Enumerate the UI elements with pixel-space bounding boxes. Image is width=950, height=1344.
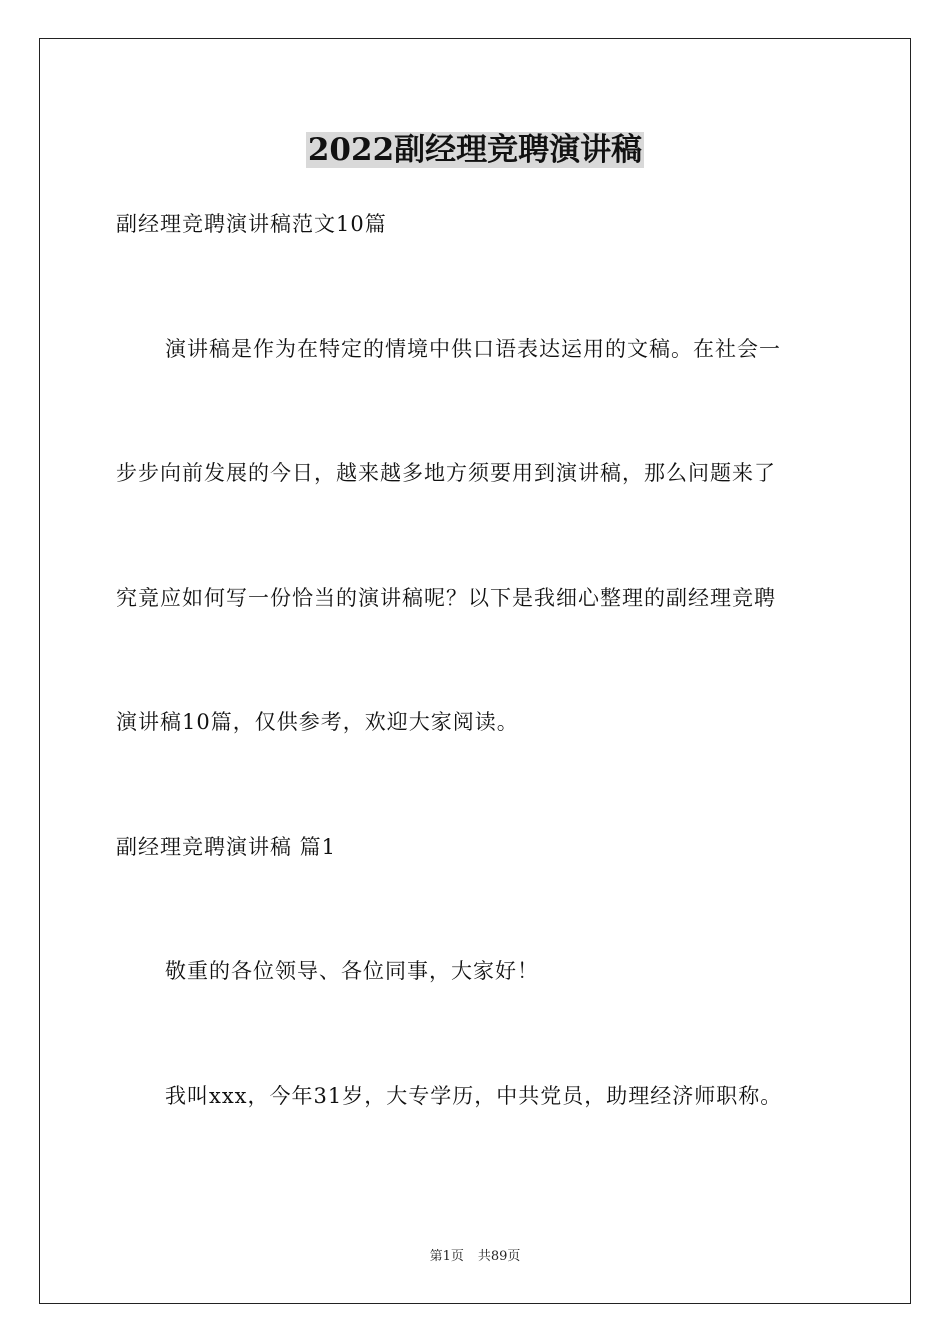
document-subtitle: 副经理竞聘演讲稿范文10篇 bbox=[116, 212, 387, 236]
intro-line-2: 步步向前发展的今日，越来越多地方须要用到演讲稿，那么问题来了 bbox=[116, 461, 776, 485]
page-number: 第1页 bbox=[429, 1249, 464, 1264]
section-heading: 副经理竞聘演讲稿 篇1 bbox=[116, 835, 337, 859]
page-footer bbox=[0, 1248, 950, 1266]
document-title bbox=[0, 128, 950, 172]
intro-line-3: 究竟应如何写一份恰当的演讲稿呢？以下是我细心整理的副经理竞聘 bbox=[116, 586, 776, 610]
document-title-text: 2022副经理竞聘演讲稿 bbox=[307, 132, 643, 168]
page-total: 共89页 bbox=[477, 1249, 521, 1264]
greeting-paragraph: 敬重的各位领导、各位同事，大家好！ bbox=[165, 959, 539, 983]
self-intro-paragraph: 我叫xxx，今年31岁，大专学历，中共党员，助理经济师职称。 bbox=[165, 1084, 783, 1108]
intro-line-1: 演讲稿是作为在特定的情境中供口语表达运用的文稿。在社会一 bbox=[165, 337, 781, 361]
intro-line-4: 演讲稿10篇，仅供参考，欢迎大家阅读。 bbox=[116, 710, 519, 734]
